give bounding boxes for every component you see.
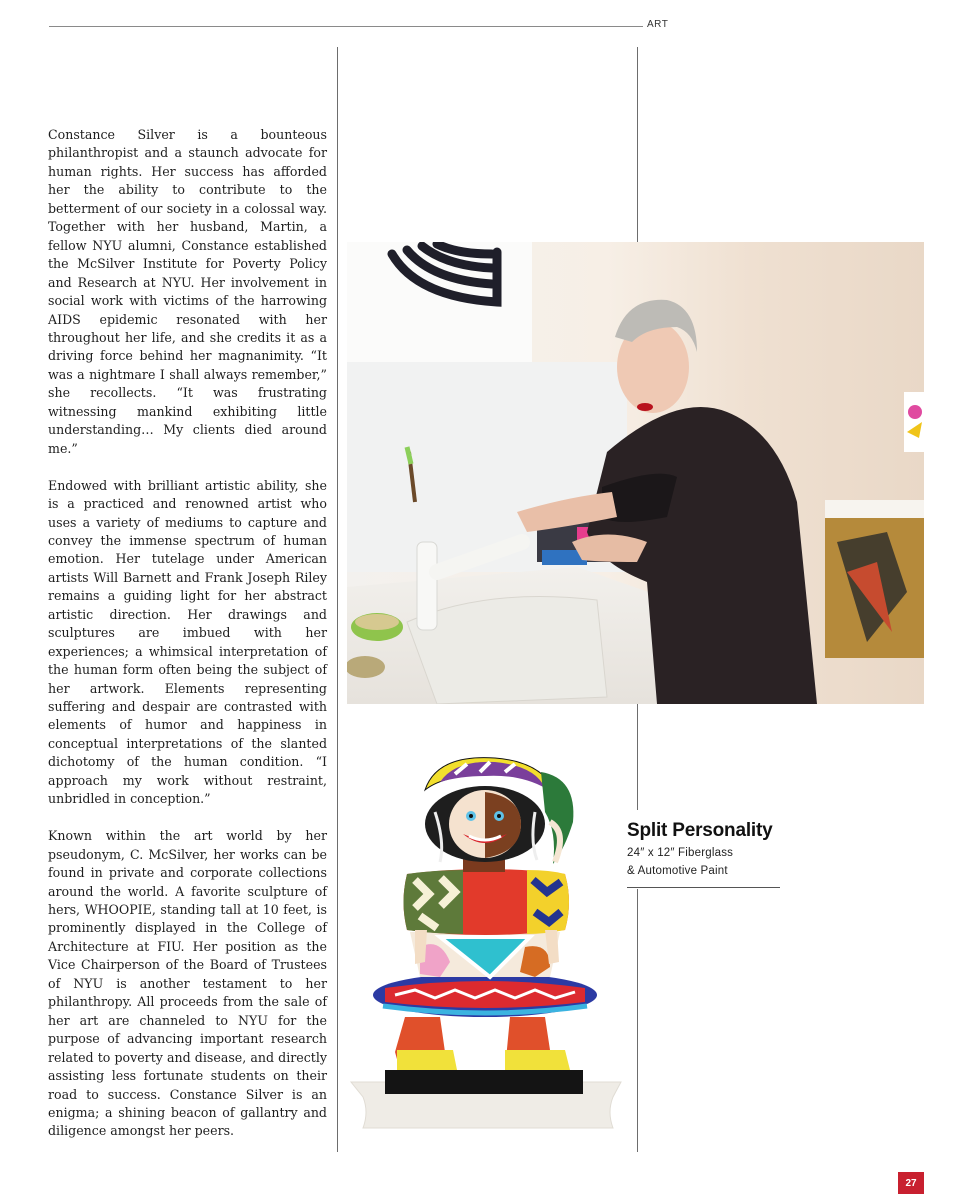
article-paragraph: Constance Silver is a bounteous philanthropist and a staunch advocate for human rights. Her success has afforded her the ability to contribute to the betterment of our society in a colossal way. Together with her husband, Martin, a fellow NYU alumni, Constance established the McSilver Institute for Poverty Policy and Research at NYU. Her involvement in social work with victims of the harrowing AIDS epidemic resonated with her throughout her life, and she credits it as a driving force behind her magnanimity. “It was a nightmare I shall always remember,” she recollects. “It was frustrating witnessing mankind exhibiting little understanding… My clients died around me.”	[48, 127, 327, 456]
article-paragraph: Endowed with brilliant artistic ability, she is a practiced and renowned artist who uses a variety of mediums to capture and convey the immense spectrum of human emotion. Her tutelage under American artists Will Barnett and Frank Joseph Riley remains a guiding light for her abstract artistic direction. Her drawings and sculptures are imbued with her experiences; a whimsical interpretation of the human form often being the subject of her artwork. Elements representing suffering and despair are contrasted with elements of humor and happiness in conceptual interpretations of the slanted dichotomy of the human condition. “I approach my work without restraint, unbridled in conception.”	[48, 477, 327, 807]
artwork-medium: & Automotive Paint	[627, 865, 728, 877]
column-rule-right-top	[637, 47, 638, 242]
artist-photo	[347, 242, 924, 704]
column-rule-left	[337, 47, 338, 1152]
column-rule-right-mid	[637, 704, 638, 810]
article-body	[48, 126, 327, 1159]
header-rule	[49, 26, 643, 27]
artwork-dimensions: 24″ x 12″ Fiberglass	[627, 847, 734, 859]
column-rule-right-bottom	[637, 889, 638, 1152]
artwork-title: Split Personality	[627, 820, 773, 841]
article-paragraph: Known within the art world by her pseudonym, C. McSilver, her works can be found in private and corporate collections around the world. A favorite sculpture of hers, WHOOPIE, standing tall at 10 feet, is prominently displayed in the College of Architecture at FIU. Her position as the Vice Chairperson of the Board of Trustees of NYU is another testament to her philanthropy. All proceeds from the sale of her art are channeled to NYU for the purpose of advancing important research related to poverty and disease, and directly assisting less fortunate students on their road to success. Constance Silver is an enigma; a shining beacon of gallantry and diligence amongst her peers.	[48, 828, 327, 1139]
section-label: ART	[647, 19, 669, 30]
artwork-caption	[627, 820, 780, 888]
caption-rule	[627, 887, 780, 888]
page-number: 27	[898, 1172, 924, 1194]
sculpture-image	[345, 752, 627, 1136]
